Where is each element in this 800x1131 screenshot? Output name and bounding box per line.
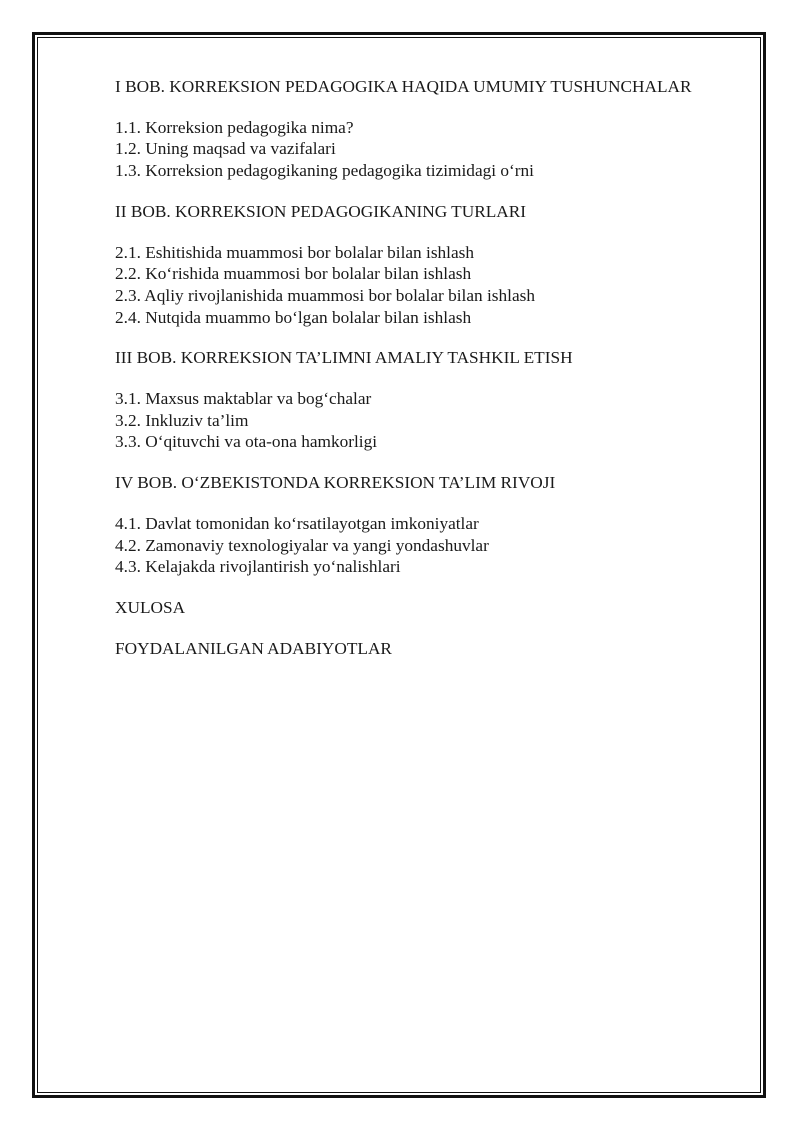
section-item: 2.4. Nutqida muammo bo‘lgan bolalar bilan ishlash bbox=[115, 307, 472, 327]
chapter-3 bbox=[115, 347, 695, 453]
section-item: 3.3. O‘qituvchi va ota-ona hamkorligi bbox=[115, 432, 378, 452]
chapter-title: I BOB. KORREKSION PEDAGOGIKA HAQIDA UMUMIY TUSHUNCHALAR bbox=[115, 77, 692, 96]
section-item: 4.1. Davlat tomonidan ko‘rsatilayotgan imkoniyatlar bbox=[115, 513, 479, 533]
chapter-2 bbox=[115, 201, 695, 329]
chapter-title: III BOB. KORREKSION TA’LIMNI AMALIY TASHKIL ETISH bbox=[115, 348, 573, 368]
section-item: 1.1. Korreksion pedagogika nima? bbox=[115, 117, 354, 137]
section-item: 1.2. Uning maqsad va vazifalari bbox=[115, 139, 336, 159]
chapter-4 bbox=[115, 472, 695, 578]
section-item: 4.3. Kelajakda rivojlantirish yo‘nalishlari bbox=[115, 557, 401, 577]
section-item: 3.1. Maxsus maktablar va bog‘chalar bbox=[115, 389, 372, 409]
section-item: 2.1. Eshitishida muammosi bor bolalar bilan ishlash bbox=[115, 242, 475, 262]
section-item: 2.3. Aqliy rivojlanishida muammosi bor bolalar bilan ishlash bbox=[115, 285, 535, 305]
section-item: 4.2. Zamonaviy texnologiyalar va yangi yondashuvlar bbox=[115, 535, 489, 555]
chapter-title: IV BOB. O‘ZBEKISTONDA KORREKSION TA’LIM RIVOJI bbox=[115, 473, 556, 493]
section-item: 3.2. Inkluziv ta’lim bbox=[115, 410, 249, 430]
references-heading: FOYDALANILGAN ADABIYOTLAR bbox=[115, 638, 392, 658]
section-item: 1.3. Korreksion pedagogikaning pedagogika tizimidagi o‘rni bbox=[115, 161, 534, 181]
chapter-title: II BOB. KORREKSION PEDAGOGIKANING TURLARI bbox=[115, 201, 527, 221]
conclusion-heading: XULOSA bbox=[115, 597, 186, 617]
table-of-contents bbox=[115, 76, 695, 678]
chapter-1 bbox=[115, 76, 695, 182]
section-item: 2.2. Ko‘rishida muammosi bor bolalar bilan ishlash bbox=[115, 264, 472, 284]
